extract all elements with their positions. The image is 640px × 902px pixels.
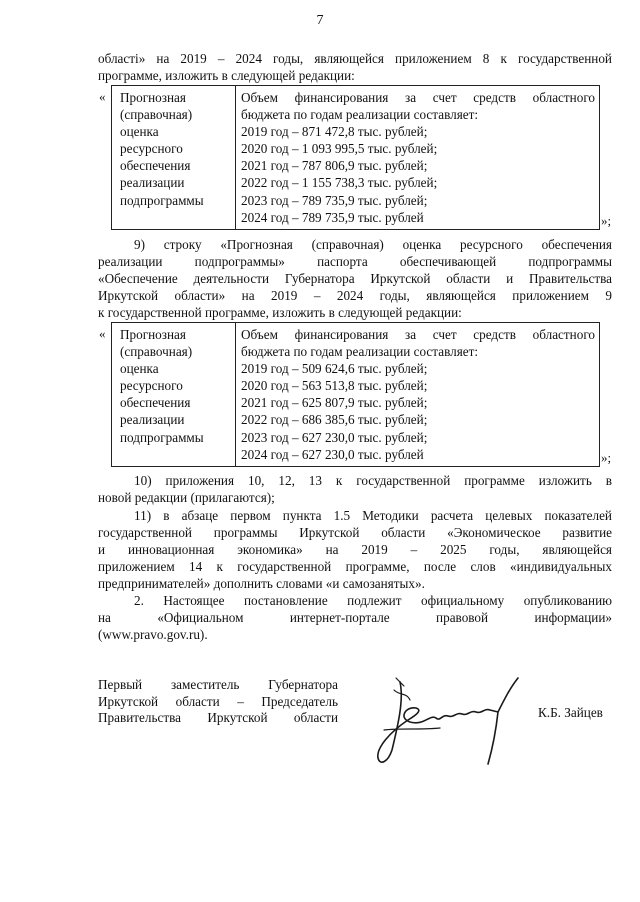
signer-position <box>98 676 338 726</box>
handwritten-signature <box>370 670 530 770</box>
label-line: подпрограммы <box>120 429 204 445</box>
value-line: 2024 год – 789 735,9 тыс. рублей <box>241 209 424 225</box>
text-line: 2. Настоящее постановление подлежит официальному опубликованию <box>134 593 612 608</box>
paragraph-item-10 <box>98 472 612 506</box>
page-number: 7 <box>316 13 324 28</box>
text-line: к государственной программе, изложить в следующей редакции: <box>98 305 462 320</box>
financing-table-2 <box>111 322 600 467</box>
intro-paragraph <box>98 50 612 84</box>
value-line: 2024 год – 627 230,0 тыс. рублей <box>241 446 424 462</box>
text-line: 11) в абзаце первом пункта 1.5 Методики расчета целевых показателей <box>134 508 612 523</box>
label-line: реализации <box>120 412 185 428</box>
close-quote: »; <box>601 213 612 228</box>
table-value-cell <box>236 86 599 226</box>
value-line: 2020 год – 1 093 995,5 тыс. рублей; <box>241 141 438 157</box>
text-line: государственной программы Иркутской области «Экономическое развитие <box>98 525 612 540</box>
value-line: 2019 год – 509 624,6 тыс. рублей; <box>241 361 428 377</box>
text-line: 9) строку «Прогнозная (справочная) оценка ресурсного обеспечения <box>134 237 612 252</box>
label-line: (справочная) <box>120 107 193 123</box>
text-line: новой редакции (прилагаются); <box>98 490 275 505</box>
value-line: Объем финансирования за счет средств областного <box>241 327 595 342</box>
value-line: Объем финансирования за счет средств областного <box>241 90 595 105</box>
text-line: на «Официальном интернет-портале правовой информации» <box>98 610 612 625</box>
text-line: 10) приложения 10, 12, 13 к государственной программе изложить в <box>134 473 612 488</box>
text-line: області» на 2019 – 2024 годы, являющейся приложением 8 к государственной <box>98 51 612 66</box>
text-line: и инновационная экономика» на 2019 – 2025 годы, являющейся <box>98 542 612 557</box>
table-value-cell <box>236 323 599 463</box>
position-line: Иркутской области – Председатель <box>98 693 338 709</box>
paragraph-item-9 <box>98 236 612 321</box>
label-line: Прогнозная <box>120 327 186 342</box>
text-line: предпринимателей» дополнить словами «и самозанятых». <box>98 576 425 591</box>
value-line: 2019 год – 871 472,8 тыс. рублей; <box>241 124 428 140</box>
label-line: оценка <box>120 361 159 377</box>
value-line: бюджета по годам реализации составляет: <box>241 344 479 360</box>
label-line: (справочная) <box>120 344 193 360</box>
text-line: «Обеспечение деятельности Губернатора Иркутской области и Правительства <box>98 271 612 286</box>
value-line: 2021 год – 625 807,9 тыс. рублей; <box>241 395 428 411</box>
text-line: (www.pravo.gov.ru). <box>98 627 208 642</box>
label-line: реализации <box>120 175 185 191</box>
table-label-cell <box>112 323 236 466</box>
label-line: подпрограммы <box>120 192 204 208</box>
position-line: Правительства Иркутской области <box>98 710 338 725</box>
open-quote: « <box>99 326 106 341</box>
value-line: 2023 год – 627 230,0 тыс. рублей; <box>241 429 428 445</box>
label-line: обеспечения <box>120 395 191 411</box>
label-line: Прогнозная <box>120 90 186 105</box>
value-line: 2022 год – 1 155 738,3 тыс. рублей; <box>241 175 438 191</box>
value-line: 2020 год – 563 513,8 тыс. рублей; <box>241 378 428 394</box>
value-line: бюджета по годам реализации составляет: <box>241 107 479 123</box>
label-line: ресурсного <box>120 141 183 157</box>
close-quote: »; <box>601 450 612 465</box>
text-line: реализации подпрограммы» паспорта обеспечивающей подпрограммы <box>98 254 612 269</box>
label-line: обеспечения <box>120 158 191 174</box>
text-line: Иркутской области» на 2019 – 2024 годы, являющейся приложением 9 <box>98 288 612 303</box>
table-label-cell <box>112 86 236 229</box>
value-line: 2021 год – 787 806,9 тыс. рублей; <box>241 158 428 174</box>
value-line: 2023 год – 789 735,9 тыс. рублей; <box>241 192 428 208</box>
signer-name: К.Б. Зайцев <box>538 705 603 720</box>
paragraph-item-11 <box>98 507 612 592</box>
label-line: ресурсного <box>120 378 183 394</box>
financing-table-1 <box>111 85 600 230</box>
label-line: оценка <box>120 124 159 140</box>
value-line: 2022 год – 686 385,6 тыс. рублей; <box>241 412 428 428</box>
open-quote: « <box>99 89 106 104</box>
position-line: Первый заместитель Губернатора <box>98 677 338 692</box>
text-line: программе, изложить в следующей редакции: <box>98 68 355 83</box>
paragraph-item-2 <box>98 592 612 643</box>
text-line: приложением 14 к государственной программе, после слов «индивидуальных <box>98 559 612 574</box>
